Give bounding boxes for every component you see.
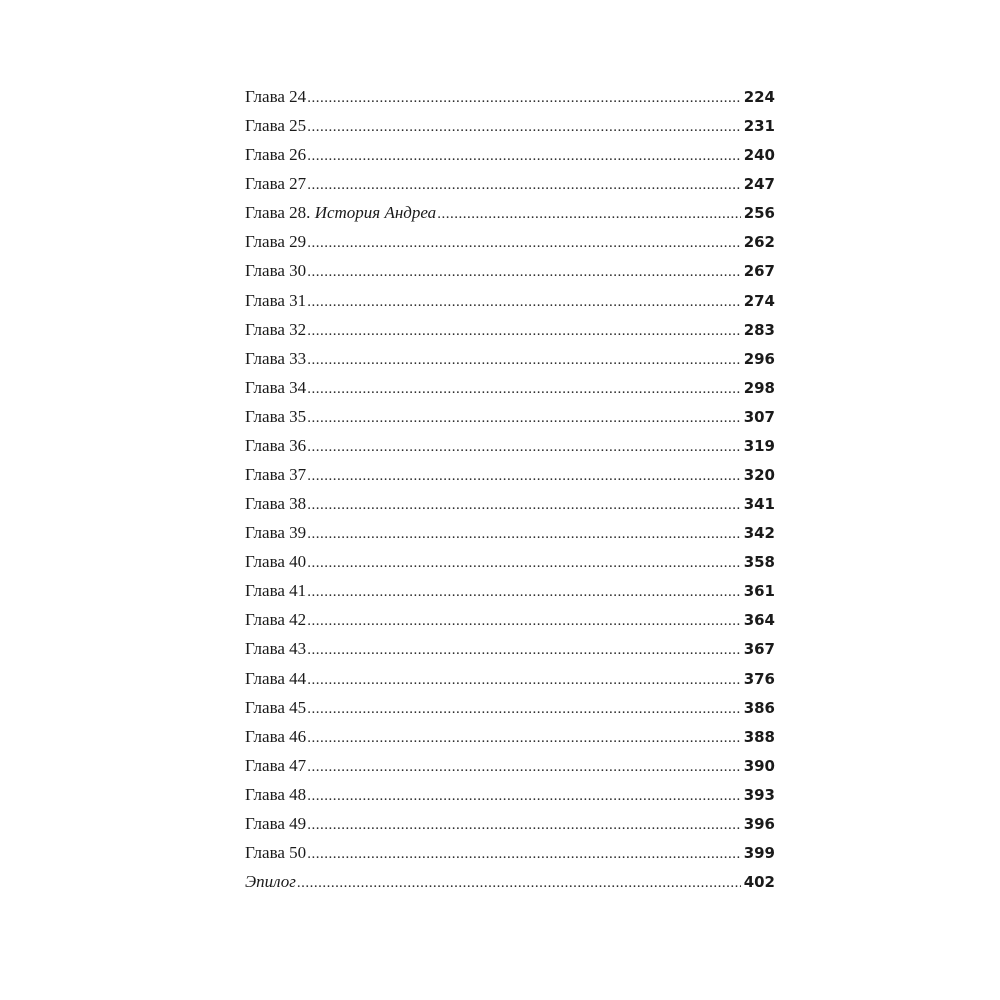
- toc-entry: [245, 838, 775, 867]
- toc-page-number: 364: [743, 611, 775, 630]
- toc-dot-leader: [307, 142, 741, 171]
- toc-chapter-label: Глава 46: [245, 726, 307, 746]
- toc-entry: [245, 751, 775, 780]
- toc-chapter-title: [245, 576, 306, 605]
- toc-entry: [245, 867, 775, 896]
- toc-chapter-title: [245, 547, 306, 576]
- toc-chapter-label: Глава 27: [245, 174, 307, 194]
- toc-chapter-title: [245, 82, 306, 111]
- toc-chapter-title: [245, 286, 306, 315]
- toc-chapter-label: Глава 50: [245, 843, 307, 863]
- toc-chapter-subtitle: История Андреа: [314, 203, 437, 223]
- toc-page-number: 247: [743, 175, 775, 194]
- toc-entry: [245, 286, 775, 315]
- toc-chapter-label: Глава 34: [245, 377, 307, 397]
- toc-page-number: 399: [743, 844, 775, 863]
- toc-page-number: 376: [743, 669, 775, 688]
- toc-dot-leader: [307, 840, 741, 869]
- toc-entry: [245, 576, 775, 605]
- toc-dot-leader: [437, 200, 741, 229]
- toc-chapter-label: Глава 32: [245, 319, 307, 339]
- toc-entry: [245, 82, 775, 111]
- toc-dot-leader: [307, 636, 741, 665]
- toc-entry: [245, 722, 775, 751]
- toc-entry: [245, 402, 775, 431]
- toc-dot-leader: [307, 811, 741, 840]
- toc-chapter-label: Глава 39: [245, 523, 307, 543]
- toc-chapter-label: Глава 49: [245, 813, 307, 833]
- toc-chapter-title: [245, 489, 306, 518]
- toc-chapter-title: [245, 867, 296, 896]
- toc-page-number: 319: [743, 436, 775, 455]
- toc-chapter-label: Глава 45: [245, 697, 307, 717]
- toc-chapter-label: Глава 41: [245, 581, 307, 601]
- toc-page-number: 341: [743, 495, 775, 514]
- toc-dot-leader: [307, 404, 741, 433]
- toc-entry: [245, 780, 775, 809]
- toc-chapter-title: [245, 344, 306, 373]
- toc-chapter-label: Глава 48: [245, 784, 307, 804]
- toc-chapter-label: Глава 24: [245, 87, 307, 106]
- toc-chapter-label: Глава 31: [245, 290, 307, 310]
- toc-entry: [245, 227, 775, 256]
- toc-chapter-label: Глава 33: [245, 348, 307, 368]
- toc-page-number: 390: [743, 756, 775, 775]
- toc-entry: [245, 693, 775, 722]
- toc-page-number: 231: [743, 117, 775, 136]
- toc-chapter-label: Глава 37: [245, 465, 307, 485]
- toc-chapter-title: [245, 722, 306, 751]
- toc-chapter-title: [245, 780, 306, 809]
- toc-entry: [245, 634, 775, 663]
- toc-entry: [245, 547, 775, 576]
- toc-dot-leader: [307, 666, 741, 695]
- toc-dot-leader: [307, 520, 741, 549]
- toc-page-number: 402: [743, 873, 775, 892]
- toc-dot-leader: [307, 549, 741, 578]
- toc-page-number: 296: [743, 349, 775, 368]
- toc-page-number: 307: [743, 407, 775, 426]
- toc-chapter-label: Глава 36: [245, 435, 307, 455]
- toc-page-number: 298: [743, 378, 775, 397]
- toc-page-number: 342: [743, 524, 775, 543]
- toc-page-number: 256: [743, 204, 775, 223]
- toc-page-number: 367: [743, 640, 775, 659]
- toc-chapter-label: Глава 25: [245, 116, 307, 136]
- toc-page-number: 283: [743, 320, 775, 339]
- toc-entry: [245, 518, 775, 547]
- toc-chapter-title: [245, 315, 306, 344]
- toc-dot-leader: [307, 607, 741, 636]
- toc-chapter-title: [245, 169, 306, 198]
- toc-entry: [245, 169, 775, 198]
- toc-entry: [245, 460, 775, 489]
- toc-dot-leader: [307, 317, 741, 346]
- toc-chapter-label: Глава 35: [245, 406, 307, 426]
- toc-page-number: 320: [743, 466, 775, 485]
- table-of-contents: [245, 82, 775, 896]
- toc-chapter-label: Глава 38: [245, 494, 307, 514]
- toc-chapter-title: [245, 751, 306, 780]
- toc-page-number: 274: [743, 291, 775, 310]
- toc-dot-leader: [307, 695, 741, 724]
- toc-entry: [245, 140, 775, 169]
- toc-chapter-title: [245, 402, 306, 431]
- toc-dot-leader: [307, 375, 741, 404]
- toc-chapter-label: Глава 42: [245, 610, 307, 630]
- toc-dot-leader: [307, 724, 741, 753]
- toc-chapter-title: [245, 634, 306, 663]
- toc-entry: [245, 809, 775, 838]
- toc-dot-leader: [297, 869, 741, 898]
- toc-chapter-label: Глава 29: [245, 232, 307, 252]
- toc-chapter-label: Глава 26: [245, 145, 307, 165]
- toc-chapter-title: [245, 664, 306, 693]
- toc-dot-leader: [307, 113, 741, 142]
- toc-dot-leader: [307, 258, 741, 287]
- toc-chapter-title: [245, 693, 306, 722]
- toc-chapter-title: [245, 518, 306, 547]
- toc-chapter-label: Глава 30: [245, 261, 307, 281]
- toc-chapter-title: [245, 111, 306, 140]
- toc-entry: [245, 256, 775, 285]
- toc-dot-leader: [307, 782, 741, 811]
- toc-dot-leader: [307, 84, 741, 113]
- toc-page-number: 262: [743, 233, 775, 252]
- toc-chapter-title: [245, 460, 306, 489]
- toc-page-number: 396: [743, 814, 775, 833]
- toc-page-number: 224: [743, 88, 775, 106]
- toc-chapter-title: [245, 373, 306, 402]
- toc-chapter-title: [245, 838, 306, 867]
- toc-dot-leader: [307, 462, 741, 491]
- toc-page-number: 267: [743, 262, 775, 281]
- toc-entry: [245, 605, 775, 634]
- toc-page-number: 358: [743, 553, 775, 572]
- toc-chapter-title: [245, 256, 306, 285]
- toc-page-number: 240: [743, 146, 775, 165]
- toc-chapter-title: [245, 140, 306, 169]
- toc-page-number: 393: [743, 785, 775, 804]
- toc-chapter-title: [245, 605, 306, 634]
- toc-chapter-label: Эпилог: [245, 872, 296, 892]
- toc-page-number: 388: [743, 727, 775, 746]
- toc-dot-leader: [307, 491, 741, 520]
- toc-dot-leader: [307, 346, 741, 375]
- toc-chapter-title: [245, 198, 436, 227]
- toc-chapter-title: [245, 227, 306, 256]
- toc-entry: [245, 489, 775, 518]
- toc-chapter-label: Глава 40: [245, 552, 307, 572]
- toc-dot-leader: [307, 171, 741, 200]
- toc-entry: [245, 431, 775, 460]
- toc-chapter-label: Глава 43: [245, 639, 307, 659]
- toc-entry: [245, 664, 775, 693]
- toc-entry: [245, 344, 775, 373]
- toc-entry: [245, 373, 775, 402]
- toc-entry: [245, 315, 775, 344]
- toc-chapter-label: Глава 47: [245, 755, 307, 775]
- toc-dot-leader: [307, 433, 741, 462]
- toc-dot-leader: [307, 578, 741, 607]
- toc-entry: [245, 198, 775, 227]
- toc-page-number: 361: [743, 582, 775, 601]
- toc-dot-leader: [307, 288, 741, 317]
- toc-chapter-label: Глава 44: [245, 668, 307, 688]
- toc-chapter-title: [245, 809, 306, 838]
- toc-dot-leader: [307, 229, 741, 258]
- toc-page-number: 386: [743, 698, 775, 717]
- toc-chapter-label: Глава 28.: [245, 203, 311, 223]
- toc-dot-leader: [307, 753, 741, 782]
- toc-chapter-title: [245, 431, 306, 460]
- toc-entry: [245, 111, 775, 140]
